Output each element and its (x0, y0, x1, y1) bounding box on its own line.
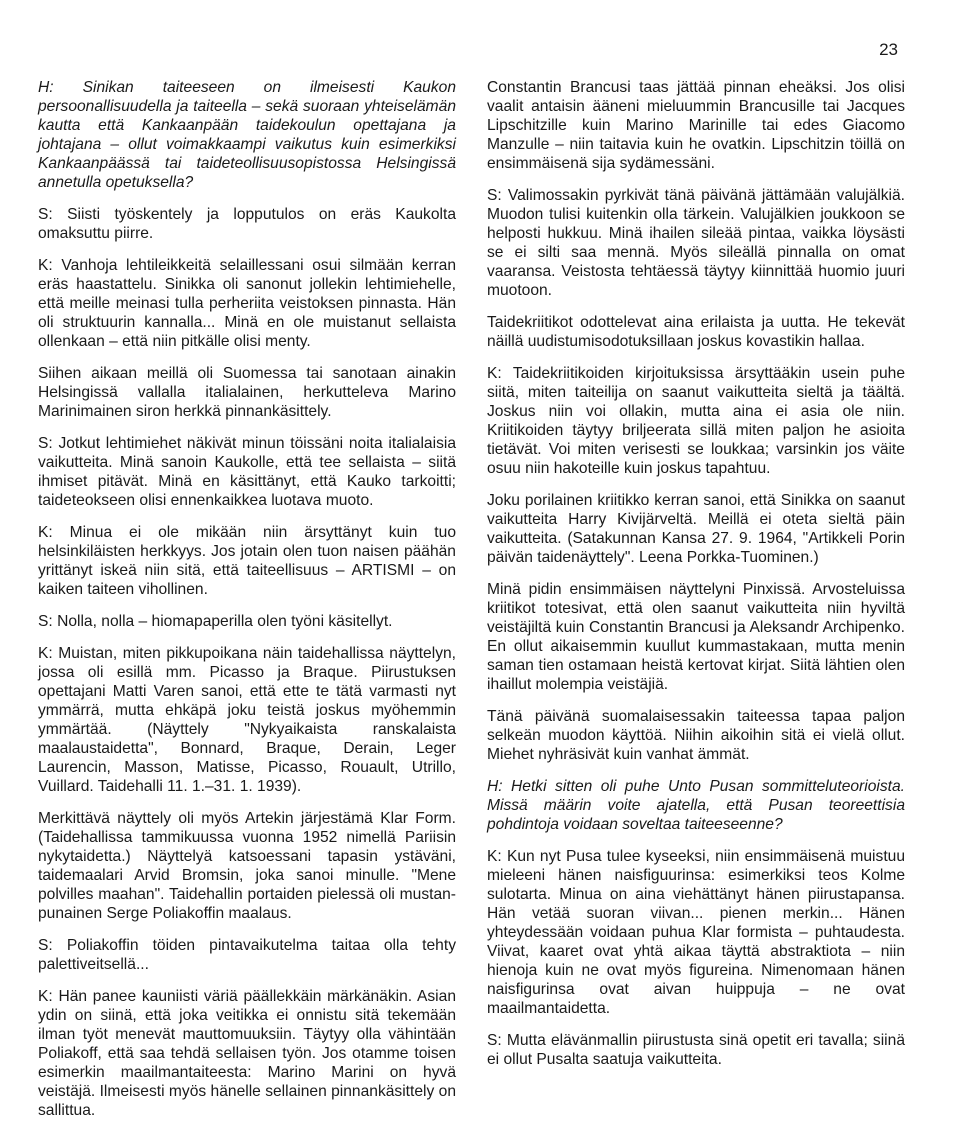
interview-answer: Merkittävä näyttely oli myös Artekin järjestämä Klar Form. (Taidehallissa tammikuussa vuonna 1952 nimellä Pariisin nykytaidetta.) Näyttelyä katsoessani tapasin ystäväni, taidemaalari Arvid Bromsin, joka sanoi minulle. "Mene polvilles maahan". Taidehallin portaiden pielessä oli mustan-punainen Serge Poliakoffin maalaus. (38, 810, 456, 922)
interview-question: H: Hetki sitten oli puhe Unto Pusan sommitteluteorioista. Missä määrin voite ajatella, että Pusan teoreettisia pohdintoja voidaan soveltaa taiteeseenne? (487, 778, 905, 833)
left-column (38, 78, 456, 1133)
interview-answer: Constantin Brancusi taas jättää pinnan eheäksi. Jos olisi vaalit antaisin ääneni mieluummin Brancusille tai Jacques Lipschitzille kuin Marino Marinille tai edes Giacomo Manzulle – niin taitavia kuin he ovatkin. Lipschitzin töillä on ensimmäisenä sija sydämessäni. (487, 79, 905, 172)
interview-answer: K: Taidekriitikoiden kirjoituksissa ärsyttääkin usein puhe siitä, miten taiteilija on saanut vaikutteita sieltä ja täältä. Joskus niin voi ollakin, mutta aina ei asia ole niin. Kriitikoiden täytyy briljeerata sillä miten paljon he asioita tietävät. Voi miten verisesti se loukkaa; varsinkin jos väite osuu niin hakoteille kuin joskus tapahtuu. (487, 365, 905, 477)
interview-answer: S: Poliakoffin töiden pintavaikutelma taitaa olla tehty palettiveitsellä... (38, 937, 456, 973)
interview-answer: K: Kun nyt Pusa tulee kyseeksi, niin ensimmäisenä muistuu mieleeni hänen naisfiguurinsa: esimerkiksi teos Kolme sulotarta. Minua on aina viehättänyt hänen piirustapansa. Hän vetää suoran viivan... pienen merkin... Hänen yhteydessään voidaan puhua Klar formista – puhtaudesta. Viivat, kaaret ovat yhtä aikaa täyttä abstraktiota – niin hienoja kuin ne ovat myös figureina. Nimenomaan hänen naisfigurinsa ovat aivan huippuja – ne ovat maailmantaidetta. (487, 848, 905, 1017)
interview-answer: K: Hän panee kauniisti väriä päällekkäin märkänäkin. Asian ydin on siinä, että joka veitikka ei onnistu sitä tekemään ilman työt menevät mauttomuuksiin. Täytyy olla vähintään Poliakoff, että saa tehdä sellaisen työn. Jos otamme toisen esimerkin maailmantaiteesta: Marino Marini on hyvä veistäjä. Ilmeisesti myös hänelle sellainen pinnankäsittely on sallittua. (38, 988, 456, 1119)
interview-answer: Taidekriitikot odottelevat aina erilaista ja uutta. He tekevät näillä uudistumisodotuksillaan joskus kovastikin hallaa. (487, 314, 905, 350)
interview-answer: K: Minua ei ole mikään niin ärsyttänyt kuin tuo helsinkiläisten herkkyys. Jos jotain olen tuon naisen päähän yrittänyt iskeä niin sitä, että taiteellisuus – ARTISMI – on kaiken taiteen vihollinen. (38, 524, 456, 598)
page-number: 23 (879, 40, 898, 59)
interview-answer: Siihen aikaan meillä oli Suomessa tai sanotaan ainakin Helsingissä vallalla italialainen, herkutteleva Marino Marinimainen siron herkkä pinnankäsittely. (38, 365, 456, 420)
interview-answer: S: Jotkut lehtimiehet näkivät minun töissäni noita italialaisia vaikutteita. Minä sanoin Kaukolle, että tee sellaista – siitä ihmiset pitävät. Minä en käsittänyt, että Kauko tarkoitti; taideteokseen olisi ennenkaikkea luotava muoto. (38, 435, 456, 509)
interview-answer: Tänä päivänä suomalaisessakin taiteessa tapaa paljon selkeän muodon käyttöä. Niihin aikoihin sitä ei vielä ollut. Miehet nyhräsivät kuin vanhat ämmät. (487, 708, 905, 763)
interview-answer: S: Nolla, nolla – hiomapaperilla olen työni käsitellyt. (38, 613, 393, 630)
interview-answer: Joku porilainen kriitikko kerran sanoi, että Sinikka on saanut vaikutteita Harry Kivijärveltä. Meillä ei oteta sieltä päin vaikutteita. (Satakunnan Kansa 27. 9. 1964, "Artikkeli Porin päivän taidenäyttely". Leena Porkka-Tuominen.) (487, 492, 905, 566)
interview-answer: Minä pidin ensimmäisen näyttelyni Pinxissä. Arvosteluissa kriitikot totesivat, että olen saanut vaikutteita niin hyviltä veistäjiltä kuin Constantin Brancusi ja Aleksandr Archipenko. En ollut aikaisemmin kuullut kummastakaan, mutta menin saman tien ostamaan heistä kertovat kirjat. Siitä lähtien olen ihaillut molempia veistäjiä. (487, 581, 905, 693)
interview-answer: S: Siisti työskentely ja lopputulos on eräs Kaukolta omaksuttu piirre. (38, 206, 456, 242)
right-column (487, 78, 905, 1082)
interview-answer: S: Mutta elävänmallin piirustusta sinä opetit eri tavalla; siinä ei ollut Pusalta saatuja vaikutteita. (487, 1032, 905, 1068)
interview-answer: S: Valimossakin pyrkivät tänä päivänä jättämään valujälkiä. Muodon tulisi kuitenkin olla tärkein. Valujälkien joukkoon se helposti hukkuu. Minä ihailen sileää pintaa, vaikka löysästi se ei silti saa mennä. Myös sileällä pinnalla on omat vaaransa. Veistosta tehtäessä täytyy kiinnittää huomio juuri muotoon. (487, 187, 905, 299)
interview-answer: K: Vanhoja lehtileikkeitä selaillessani osui silmään kerran eräs haastattelu. Sinikka oli sanonut jollekin lehtimiehelle, että meille meinasi tulla perheriita veistoksen pinnasta. Hän oli struktuurin kannalla... Minä en ole muistanut sellaista ollenkaan – että niin pitkälle olisi menty. (38, 257, 456, 350)
interview-answer: K: Muistan, miten pikkupoikana näin taidehallissa näyttelyn, jossa oli esillä mm. Picasso ja Braque. Piirustuksen opettajani Matti Varen sanoi, että ette te tätä varmasti nyt ymmärrä, mutta ehkäpä joku teistä joskus myöhemmin ymmärtää. (Näyttely "Nykyaikaista ranskalaista maalaustaidetta", Bonnard, Braque, Derain, Leger Laurencin, Masson, Matisse, Picasso, Rouault, Utrillo, Vuillard. Taidehalli 11. 1.–31. 1. 1939). (38, 645, 456, 795)
interview-question: H: Sinikan taiteeseen on ilmeisesti Kaukon persoonallisuudella ja taiteella – sekä suoraan yhteiselämän kautta että Kankaanpään taidekoulun opettajana ja johtajana – ollut voimakkaampi vaikutus kuin esimerkiksi Kankaanpäässä tai taideteollisuusopistossa Helsingissä annetulla opetuksella? (38, 79, 456, 191)
